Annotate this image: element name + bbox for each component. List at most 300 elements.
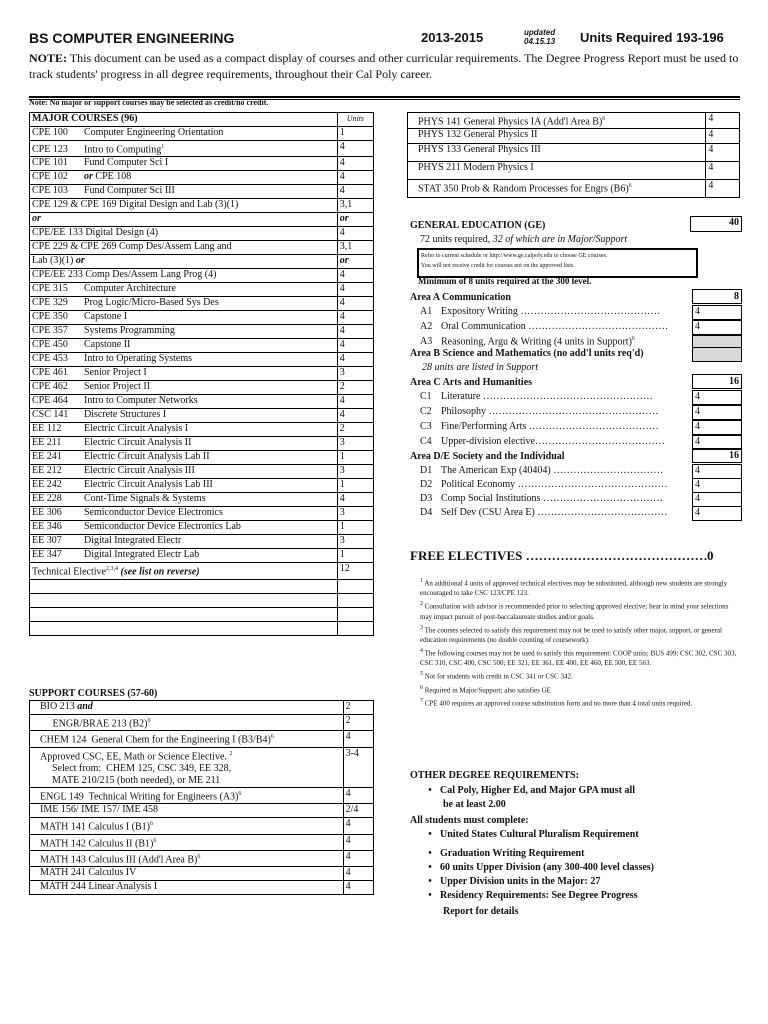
units-cell bbox=[343, 881, 373, 895]
units-cell bbox=[337, 141, 373, 157]
major-course-row bbox=[30, 409, 374, 423]
blank-row bbox=[30, 621, 374, 635]
requirement-text: United States Cultural Pluralism Requirement bbox=[440, 829, 639, 840]
course-name-cell bbox=[30, 367, 338, 381]
free-electives-label: FREE ELECTIVES …………………………………… bbox=[410, 548, 708, 563]
footnote-number: 6 bbox=[420, 684, 423, 691]
footnote bbox=[420, 576, 740, 598]
units-cell bbox=[706, 113, 740, 129]
major-course-row bbox=[30, 297, 374, 311]
ge-units-cell bbox=[692, 305, 742, 320]
ge-area-course: Expository Writing …………………………………… bbox=[441, 306, 661, 317]
units-cell bbox=[337, 353, 373, 367]
units-cell bbox=[337, 241, 373, 255]
course-name-cell bbox=[30, 834, 344, 850]
blank-row bbox=[30, 607, 374, 621]
footnote-text: An additional 4 units of approved technical electives may be substituted, although new students are strongly encouraged to take CSC 123/CPE 123. bbox=[420, 579, 728, 598]
or-connector: or bbox=[339, 213, 349, 225]
course-title: CHEM 124 General Chem for the Engineering I (B3/B4) bbox=[40, 734, 271, 746]
course-code: CPE 450 bbox=[32, 339, 68, 351]
units-cell bbox=[337, 283, 373, 297]
major-course-row bbox=[30, 127, 374, 141]
ge-area-row bbox=[420, 493, 692, 504]
course-units: 4 bbox=[345, 787, 351, 799]
course-title: MATH 142 Calculus II (B1) bbox=[40, 837, 154, 849]
footnote bbox=[420, 623, 740, 645]
course-code: CPE 350 bbox=[32, 311, 68, 323]
course-title: Computer Engineering Orientation bbox=[84, 127, 224, 138]
major-course-row bbox=[30, 423, 374, 437]
blank-cell[interactable] bbox=[30, 593, 338, 607]
course-name-cell bbox=[30, 850, 344, 866]
ge-area-course: Upper-division elective………………………………… bbox=[441, 436, 665, 447]
physics-body bbox=[408, 113, 740, 198]
course-code: CPE 453 bbox=[32, 353, 68, 365]
ge-area-course: Literature …………………………………………… bbox=[441, 391, 653, 402]
physics-course-row bbox=[408, 113, 740, 129]
course-code: CPE 103 bbox=[32, 185, 68, 197]
course-note: (see list on reverse) bbox=[120, 566, 200, 578]
units-cell bbox=[337, 451, 373, 465]
course-units: 3,1 bbox=[339, 199, 353, 211]
major-course-row bbox=[30, 479, 374, 493]
units-cell bbox=[337, 339, 373, 353]
course-units: 4 bbox=[339, 493, 345, 505]
ge-units: 4 bbox=[695, 391, 700, 402]
course-units: 4 bbox=[345, 834, 351, 846]
support-course-row bbox=[30, 881, 374, 895]
course-code: EE 307 bbox=[32, 535, 62, 547]
course-title: Fund Computer Sci I bbox=[84, 157, 169, 169]
course-units: 3-4 bbox=[345, 747, 359, 759]
ge-units-cell bbox=[692, 492, 742, 507]
support-course-row bbox=[30, 715, 374, 731]
course-units: 4 bbox=[339, 339, 345, 351]
blank-units-cell[interactable] bbox=[337, 607, 373, 621]
course-title: Senior Project I bbox=[84, 367, 147, 379]
support-course-row bbox=[30, 818, 374, 834]
major-course-row bbox=[30, 521, 374, 535]
footnote-text: The courses selected to satisfy this requirement may not be used to satisfy other major, support, or general education requirements (no double counting of coursework). bbox=[420, 625, 722, 644]
blank-row bbox=[30, 593, 374, 607]
course-units: 4 bbox=[339, 353, 345, 365]
major-course-row bbox=[30, 493, 374, 507]
course-title: Intro to Computer Networks bbox=[84, 395, 198, 407]
course-name-cell bbox=[30, 297, 338, 311]
ge-units-cell bbox=[692, 464, 742, 479]
course-name-cell bbox=[30, 311, 338, 325]
support-course-row bbox=[30, 804, 374, 818]
course-units: 3 bbox=[339, 367, 345, 379]
major-course-row bbox=[30, 269, 374, 283]
course-units: 4 bbox=[339, 395, 345, 407]
major-course-row bbox=[30, 339, 374, 353]
major-course-row bbox=[30, 141, 374, 157]
footnote-number: 1 bbox=[420, 578, 423, 584]
footnote-text: The following courses may not be used to satisfy this requirement: COOP units; BUS 499; CSC 302, CSC 303, CSC 310, CSC 400, CSC 500; EE 321, EE 361, EE 400, EE 460, EE 500, EE 563. bbox=[420, 649, 737, 668]
footnote-text: CPE 400 requires an approved course substitution form and no more than 4 total units required. bbox=[423, 699, 693, 708]
course-units: 2 bbox=[345, 715, 351, 726]
major-title: MAJOR COURSES (96) bbox=[30, 113, 338, 127]
ge-area-course: Self Dev (CSU Area E) ………………………………… bbox=[441, 507, 668, 518]
physics-stat-table bbox=[407, 112, 740, 198]
note-text: This document can be used as a compact display of courses and other curricular requirements. The Degree Progress Report must be used to track students' progress in all degree requirements, throughout their Cal Poly career. bbox=[29, 51, 739, 81]
course-title: Electric Circuit Analysis III bbox=[84, 465, 195, 477]
units-cell bbox=[343, 818, 373, 834]
support-course-row bbox=[30, 787, 374, 803]
course-code: CPE 461 bbox=[32, 367, 68, 379]
course-title: ENGL 149 Technical Writing for Engineers (A3) bbox=[40, 791, 239, 803]
ge-area-course: Oral Communication …………………………………… bbox=[441, 321, 669, 332]
units-cell bbox=[337, 395, 373, 409]
ge-area-row bbox=[420, 421, 692, 432]
course-name-cell bbox=[30, 867, 344, 881]
course-units: 4 bbox=[708, 162, 714, 174]
support-course-row bbox=[30, 867, 374, 881]
units-cell bbox=[337, 311, 373, 325]
ge-info-box bbox=[417, 248, 698, 278]
course-title: IME 156/ IME 157/ IME 458 bbox=[40, 804, 159, 816]
all-students-label: All students must complete: bbox=[410, 815, 529, 826]
course-name-cell bbox=[30, 465, 338, 479]
units-cell bbox=[337, 255, 373, 269]
course-name-cell bbox=[30, 213, 338, 227]
ge-info-line2: You will not receive credit for courses not on the approved lists. bbox=[421, 263, 575, 269]
support-body bbox=[30, 701, 374, 895]
footnote-ref: 1 bbox=[161, 144, 165, 150]
footnote-ref: 6 bbox=[238, 790, 242, 797]
course-title: CPE/EE 233 Comp Des/Assem Lang Prog (4) bbox=[32, 269, 217, 281]
course-name-cell bbox=[30, 255, 338, 269]
course-name-cell bbox=[30, 141, 338, 157]
support-course-row bbox=[30, 850, 374, 866]
major-course-row bbox=[30, 465, 374, 479]
ge-area-row bbox=[420, 336, 692, 347]
units-cell bbox=[337, 423, 373, 437]
units-cell bbox=[337, 367, 373, 381]
course-name-cell bbox=[30, 157, 338, 171]
course-code: CPE 102 bbox=[32, 171, 68, 183]
course-code: EE 212 bbox=[32, 465, 62, 477]
page-title: BS COMPUTER ENGINEERING bbox=[29, 30, 235, 46]
footnote-ref: 6 bbox=[602, 116, 606, 122]
ge-area-row bbox=[420, 507, 692, 518]
course-title: Digital Integrated Electr Lab bbox=[84, 549, 200, 561]
or-connector: or bbox=[75, 255, 85, 267]
ge-area-code: C1 bbox=[420, 391, 432, 402]
major-course-row bbox=[30, 437, 374, 451]
course-title: Capstone II bbox=[84, 339, 131, 351]
or-connector: or bbox=[339, 255, 349, 267]
units-cell bbox=[337, 157, 373, 171]
major-course-row bbox=[30, 353, 374, 367]
ge-units-cell bbox=[692, 390, 742, 405]
requirement-text: Upper Division units in the Major: 27 bbox=[440, 876, 601, 887]
course-name-cell bbox=[30, 451, 338, 465]
course-name-cell bbox=[30, 881, 344, 895]
course-code: CPE 329 bbox=[32, 297, 68, 309]
major-course-row bbox=[30, 199, 374, 213]
support-course-row bbox=[30, 701, 374, 715]
course-code: CPE 100 bbox=[32, 127, 68, 138]
course-title: Technical Elective bbox=[32, 566, 106, 578]
ge-area-course: Comp Social Institutions ……………………………… bbox=[441, 493, 663, 504]
ge-units-cell bbox=[692, 506, 742, 521]
ge-units: 4 bbox=[695, 421, 700, 432]
footnote-ref: 6 bbox=[270, 734, 274, 741]
units-cell bbox=[343, 701, 373, 715]
bullet-glyph: • bbox=[428, 785, 432, 796]
course-units: 12 bbox=[339, 563, 350, 575]
ge-units-cell bbox=[692, 420, 742, 435]
ge-area-row bbox=[420, 436, 692, 447]
major-course-row bbox=[30, 227, 374, 241]
footnote-ref: 6 bbox=[153, 837, 157, 844]
footnote bbox=[420, 599, 740, 621]
course-code: EE 211 bbox=[32, 437, 62, 449]
units-cell bbox=[706, 129, 740, 144]
footnote-number: 2 bbox=[420, 601, 423, 608]
course-title: MATH 244 Linear Analysis I bbox=[40, 881, 158, 893]
units-cell bbox=[337, 297, 373, 311]
major-course-row bbox=[30, 241, 374, 255]
units-cell bbox=[343, 804, 373, 818]
course-name-cell bbox=[30, 325, 338, 339]
course-name-cell bbox=[408, 180, 706, 198]
footnote-text: Consultation with advisor is recommended prior to selecting approved elective; bear in mind your selections may impact pursuit of post-baccalaureate studies and/or goals. bbox=[420, 602, 729, 621]
course-units: 3 bbox=[339, 437, 345, 449]
course-title: ENGR/BRAE 213 (B2) bbox=[40, 718, 148, 730]
degree-requirement-item bbox=[420, 890, 638, 901]
course-units: 4 bbox=[708, 180, 714, 192]
course-name-cell bbox=[30, 507, 338, 521]
footnote bbox=[420, 696, 740, 708]
blank-cell[interactable] bbox=[30, 607, 338, 621]
footnote-ref: 2,3,4 bbox=[105, 566, 118, 573]
units-cell bbox=[337, 227, 373, 241]
course-code: CPE 101 bbox=[32, 157, 68, 169]
blank-cell[interactable] bbox=[30, 579, 338, 593]
physics-course-row bbox=[408, 144, 740, 162]
course-title: Semiconductor Device Electronics Lab bbox=[84, 521, 241, 533]
major-course-row bbox=[30, 549, 374, 563]
course-title: Fund Computer Sci III bbox=[84, 185, 175, 197]
course-units: 4 bbox=[339, 297, 345, 309]
bullet-glyph: • bbox=[428, 876, 432, 887]
course-title: Computer Architecture bbox=[84, 283, 176, 295]
course-title: PHYS 133 General Physics III bbox=[418, 144, 541, 156]
course-name-cell bbox=[30, 127, 338, 141]
units-cell bbox=[337, 563, 373, 579]
blank-units-cell[interactable] bbox=[337, 593, 373, 607]
bullet-glyph: • bbox=[428, 890, 432, 901]
area-c-units: 16 bbox=[692, 374, 742, 389]
footnote-number: 4 bbox=[420, 647, 423, 654]
course-units: 2 bbox=[339, 381, 345, 393]
course-units: 4 bbox=[708, 144, 714, 156]
footnote-number: 5 bbox=[420, 671, 423, 678]
units-cell bbox=[337, 127, 373, 141]
major-header-row bbox=[30, 113, 374, 127]
blank-units-cell[interactable] bbox=[337, 621, 373, 635]
major-course-row bbox=[30, 451, 374, 465]
course-code: CPE 315 bbox=[32, 283, 68, 295]
major-course-row bbox=[30, 507, 374, 521]
ge-units-cell bbox=[692, 320, 742, 335]
and-connector: and bbox=[77, 701, 93, 712]
course-code: CPE 462 bbox=[32, 381, 68, 393]
course-title: Cont-Time Signals & Systems bbox=[84, 493, 206, 505]
course-name-cell bbox=[30, 818, 344, 834]
course-code: EE 347 bbox=[32, 549, 62, 561]
or-connector: or bbox=[32, 213, 41, 225]
course-units: 1 bbox=[339, 521, 345, 533]
or-connector: or bbox=[84, 171, 93, 183]
course-units: 2/4 bbox=[345, 804, 359, 816]
ge-area-code: D1 bbox=[420, 465, 433, 476]
course-units: 3 bbox=[339, 535, 345, 547]
units-cell bbox=[337, 409, 373, 423]
major-course-row bbox=[30, 171, 374, 185]
ge-req-italic: 32 of which are in Major/Support bbox=[492, 234, 628, 245]
ge-info-line1: Refer to current schedule or http://www.ge.calpoly.edu to choose GE courses. bbox=[421, 253, 608, 259]
course-units: 4 bbox=[339, 171, 345, 183]
course-title: Systems Programming bbox=[84, 325, 175, 337]
course-units: 4 bbox=[345, 818, 351, 830]
major-course-row bbox=[30, 255, 374, 269]
requirement-text: 60 units Upper Division (any 300-400 level classes) bbox=[440, 862, 654, 873]
course-units: 4 bbox=[339, 283, 345, 295]
course-title: CPE/EE 133 Digital Design (4) bbox=[32, 227, 159, 239]
course-title: Lab (3)(1) bbox=[32, 255, 74, 267]
bullet-glyph: • bbox=[428, 862, 432, 873]
ge-area-code: D4 bbox=[420, 507, 433, 518]
updated-stamp bbox=[524, 28, 555, 46]
degree-requirement-item bbox=[420, 848, 584, 859]
course-name-cell bbox=[30, 731, 344, 747]
course-name-cell bbox=[30, 395, 338, 409]
course-name-cell bbox=[30, 549, 338, 563]
credit-note: Note: No major or support courses may be selected as credit/no credit. bbox=[29, 98, 269, 107]
course-title: Approved CSC, EE, Math or Science Elective. bbox=[40, 750, 230, 762]
course-code: CSC 141 bbox=[32, 409, 69, 421]
course-title: PHYS 141 General Physics IA (Add'l Area B) bbox=[418, 116, 603, 128]
ge-units: 4 bbox=[695, 321, 700, 332]
major-course-row bbox=[30, 381, 374, 395]
course-units: 4 bbox=[345, 867, 351, 879]
course-title: Discrete Structures I bbox=[84, 409, 167, 421]
physics-course-row bbox=[408, 129, 740, 144]
units-cell bbox=[337, 479, 373, 493]
course-units: 1 bbox=[339, 479, 345, 491]
course-title: MATH 241 Calculus IV bbox=[40, 867, 137, 879]
ge-req-plain: 72 units required, bbox=[420, 234, 493, 245]
ge-area-code: C3 bbox=[420, 421, 432, 432]
major-course-row bbox=[30, 311, 374, 325]
course-code: EE 112 bbox=[32, 423, 62, 435]
note-label: NOTE: bbox=[29, 51, 68, 65]
area-d-title: Area D/E Society and the Individual bbox=[410, 451, 565, 462]
course-name-cell bbox=[408, 129, 706, 144]
course-title: PHYS 132 General Physics II bbox=[418, 129, 538, 141]
course-name-cell bbox=[30, 185, 338, 199]
major-course-row bbox=[30, 535, 374, 549]
course-name-cell bbox=[30, 423, 338, 437]
course-name-cell bbox=[30, 269, 338, 283]
footnote-text: Not for students with credit in CSC 341 or CSC 342. bbox=[423, 672, 573, 681]
requirement-text: Residency Requirements: See Degree Progress bbox=[440, 890, 638, 901]
major-course-row bbox=[30, 367, 374, 381]
ge-units: 40 bbox=[690, 216, 742, 232]
course-name-cell bbox=[30, 283, 338, 297]
blank-units-cell[interactable] bbox=[337, 579, 373, 593]
physics-course-row bbox=[408, 162, 740, 180]
course-name-cell bbox=[30, 747, 344, 787]
support-courses-table bbox=[29, 700, 374, 895]
units-cell bbox=[337, 465, 373, 479]
course-name-cell bbox=[30, 804, 344, 818]
course-name-cell bbox=[30, 227, 338, 241]
updated-label: updated bbox=[524, 28, 556, 37]
course-title: BIO 213 bbox=[40, 701, 78, 712]
course-units: 3,1 bbox=[339, 241, 353, 253]
units-required: Units Required 193-196 bbox=[580, 30, 724, 45]
ge-units: 4 bbox=[695, 306, 700, 317]
major-course-row bbox=[30, 157, 374, 171]
course-name-cell bbox=[30, 535, 338, 549]
course-units: 4 bbox=[708, 113, 714, 124]
ge-units: 4 bbox=[695, 436, 700, 447]
units-cell bbox=[337, 199, 373, 213]
bullet-glyph: • bbox=[428, 829, 432, 840]
blank-cell[interactable] bbox=[30, 621, 338, 635]
major-course-row bbox=[30, 283, 374, 297]
course-title: Prog Logic/Micro-Based Sys Des bbox=[84, 297, 219, 309]
ge-area-row bbox=[420, 406, 692, 417]
course-units: 4 bbox=[339, 325, 345, 337]
ge-area-code: D3 bbox=[420, 493, 433, 504]
ge-area-course: Reasoning, Argu & Writing (4 units in Support) bbox=[441, 336, 632, 348]
course-units: 2 bbox=[345, 701, 351, 712]
units-cell bbox=[337, 507, 373, 521]
ge-units: 4 bbox=[695, 493, 700, 504]
course-units: 3 bbox=[339, 465, 345, 477]
course-name-cell bbox=[30, 381, 338, 395]
course-units: 1 bbox=[339, 127, 345, 138]
course-units: 4 bbox=[708, 129, 714, 141]
course-title: Intro to Computing bbox=[84, 144, 162, 156]
ge-area-row bbox=[420, 321, 692, 332]
course-name-cell bbox=[30, 493, 338, 507]
footnote-ref: 6 bbox=[631, 336, 635, 342]
course-units: 4 bbox=[345, 850, 351, 862]
units-cell bbox=[337, 269, 373, 283]
physics-course-row bbox=[408, 180, 740, 198]
course-title: MATH 143 Calculus III (Add'l Area B) bbox=[40, 854, 198, 866]
course-units: 4 bbox=[339, 311, 345, 323]
course-units: 4 bbox=[339, 157, 345, 169]
major-course-row bbox=[30, 563, 374, 579]
units-cell bbox=[337, 535, 373, 549]
footnote bbox=[420, 669, 740, 681]
ge-units: 4 bbox=[695, 479, 700, 490]
units-cell bbox=[343, 787, 373, 803]
course-code: CPE 357 bbox=[32, 325, 68, 337]
course-name-cell bbox=[30, 563, 338, 579]
course-name-cell bbox=[30, 521, 338, 535]
course-units: 4 bbox=[345, 731, 351, 743]
units-cell bbox=[337, 549, 373, 563]
